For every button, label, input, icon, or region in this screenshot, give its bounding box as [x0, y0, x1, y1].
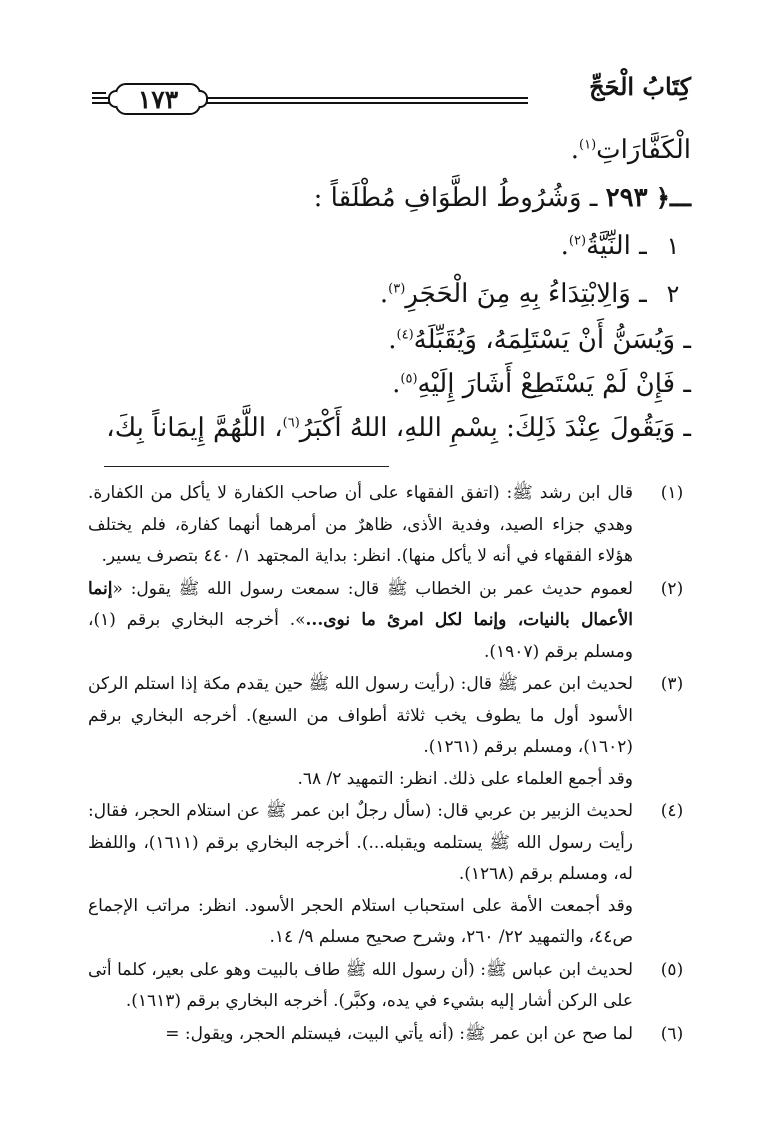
- footnote-ref: (٢): [568, 233, 587, 249]
- item-number: ٢: [666, 280, 680, 308]
- sub-item: [388, 325, 691, 355]
- section-heading: [314, 183, 691, 213]
- main-line: [571, 135, 691, 165]
- punctuation: .: [388, 325, 397, 355]
- footnote-ref: (١): [579, 137, 597, 153]
- hadith-quote: إنما الأعمال بالنيات، وإنما لكل امرئ ما نوى...: [88, 578, 633, 630]
- footnote-number: (١): [660, 483, 684, 503]
- item-text: ، اللَّهُمَّ إِيمَاناً بِكَ،: [106, 413, 283, 443]
- footnote-number: (٤): [660, 801, 684, 821]
- section-number: ٢٩٣: [605, 183, 648, 213]
- footnote-number: (٦): [660, 1023, 684, 1044]
- item-text: ـ النِّيَّةُ: [586, 231, 647, 261]
- footnote: [88, 796, 691, 954]
- footnote: [88, 574, 691, 669]
- list-item: [380, 279, 691, 309]
- footnote: [88, 1019, 691, 1051]
- footnote-text: وقد أجمعت الأمة على استحباب استلام الحجر الأسود. انظر: مراتب الإجماع ص٤٤، والتمهيد ٢٢/ ٢٦٠، وشرح صحيح مسلم ٩/ ١٤.: [88, 895, 633, 947]
- list-item: [561, 231, 691, 261]
- page-number: ١٧٣: [137, 84, 179, 114]
- footnote-text: لحديث ابن عمر ﷺ قال: (رأيت رسول الله ﷺ حين يقدم مكة إذا استلم الركن الأسود أول ما يطوف يخب ثلاثة أطواف من السبع). أخرجه البخاري برقم (١٦٠٢)، ومسلم برقم (١٢٦١).: [88, 674, 633, 757]
- footnote-text: [88, 574, 633, 669]
- footnote-text: وقد أجمع العلماء على ذلك. انظر: التمهيد ٢/ ٦٨.: [297, 768, 633, 789]
- punctuation: .: [379, 279, 389, 309]
- footnote-number: (٣): [660, 674, 684, 694]
- footnote-ref: (٤): [396, 327, 414, 343]
- section-marker: ـــ﴿: [655, 183, 691, 212]
- sub-item: [106, 413, 691, 443]
- item-text: ـ وَيُسَنُّ أَنْ يَسْتَلِمَهُ، وَيُقَبِّلَهُ: [413, 325, 691, 355]
- item-text: ـ وَالِابْتِدَاءُ بِهِ مِنَ الْحَجَرِ: [405, 279, 647, 309]
- section-title: ـ وَشُرُوطُ الطَّوَافِ مُطْلَقاً :: [313, 183, 598, 213]
- footnote-text: قال ابن رشد ﷺ: (اتفق الفقهاء على أن صاحب الكفارة لا يأكل من الكفارة. وهدي جزاء الصيد، وفدية الأذى، ظاهرٌ من أمرهما أنهما كفارة، فلم يختلف هؤلاء الفقهاء في أنه لا يأكل منها). انظر: بداية المجتهد ١/ ٤٤٠ بتصرف يسير.: [88, 483, 633, 566]
- punctuation: .: [392, 369, 401, 399]
- item-number: ١: [666, 232, 680, 260]
- main-text-fragment: الْكَفَّارَاتِ: [596, 135, 691, 165]
- sub-item: [392, 369, 691, 399]
- page-number-frame: [115, 83, 201, 115]
- footnote-text: لحديث ابن عباس ﷺ: (أن رسول الله ﷺ طاف بالبيت وهو على بعير، كلما أتى على الركن أشار إليه بشيء في يده، وكبَّر). أخرجه البخاري برقم (١٦١٣).: [88, 959, 633, 1011]
- footnote-text: لما صح عن ابن عمر ﷺ: (أنه يأتي البيت، فيستلم الحجر، ويقول: =: [165, 1023, 633, 1044]
- footnote: [88, 669, 691, 795]
- footnote: [88, 955, 691, 1018]
- footnote-ref: (٣): [388, 281, 406, 297]
- footnote-separator: [104, 466, 389, 467]
- footnote-number: (٥): [660, 959, 684, 980]
- footnote-text: لحديث الزبير بن عربي قال: (سأل رجلٌ ابن عمر ﷺ عن استلام الحجر، فقال: رأيت رسول الله ﷺ يستلمه ويقبله...). أخرجه البخاري برقم (١٦١١)، واللفظ له، ومسلم برقم (١٢٦٨).: [88, 801, 634, 884]
- header-rule-end: [92, 92, 106, 104]
- item-text: ـ وَيَقُولَ عِنْدَ ذَلِكَ: بِسْمِ اللهِ، اللهُ أَكْبَرُ: [299, 413, 691, 443]
- footnote-number: (٢): [660, 578, 684, 599]
- footnotes: [88, 478, 691, 1051]
- footnote-ref: (٥): [400, 371, 418, 387]
- footnote-text-fragment: ». أخرجه البخاري برقم (١)، ومسلم برقم (١٩٠٧).: [88, 610, 633, 662]
- footnote: [88, 478, 691, 573]
- book-title: كِتَابُ الْحَجِّ: [589, 72, 691, 101]
- footnote-ref: (٦): [282, 415, 300, 431]
- item-text: ـ فَإِنْ لَمْ يَسْتَطِعْ أَشَارَ إِلَيْهِ: [417, 369, 691, 399]
- punctuation: .: [570, 135, 580, 165]
- footnote-text-fragment: لعموم حديث عمر بن الخطاب ﷺ قال: سمعت رسول الله ﷺ يقول: «: [112, 578, 633, 599]
- punctuation: .: [560, 231, 569, 261]
